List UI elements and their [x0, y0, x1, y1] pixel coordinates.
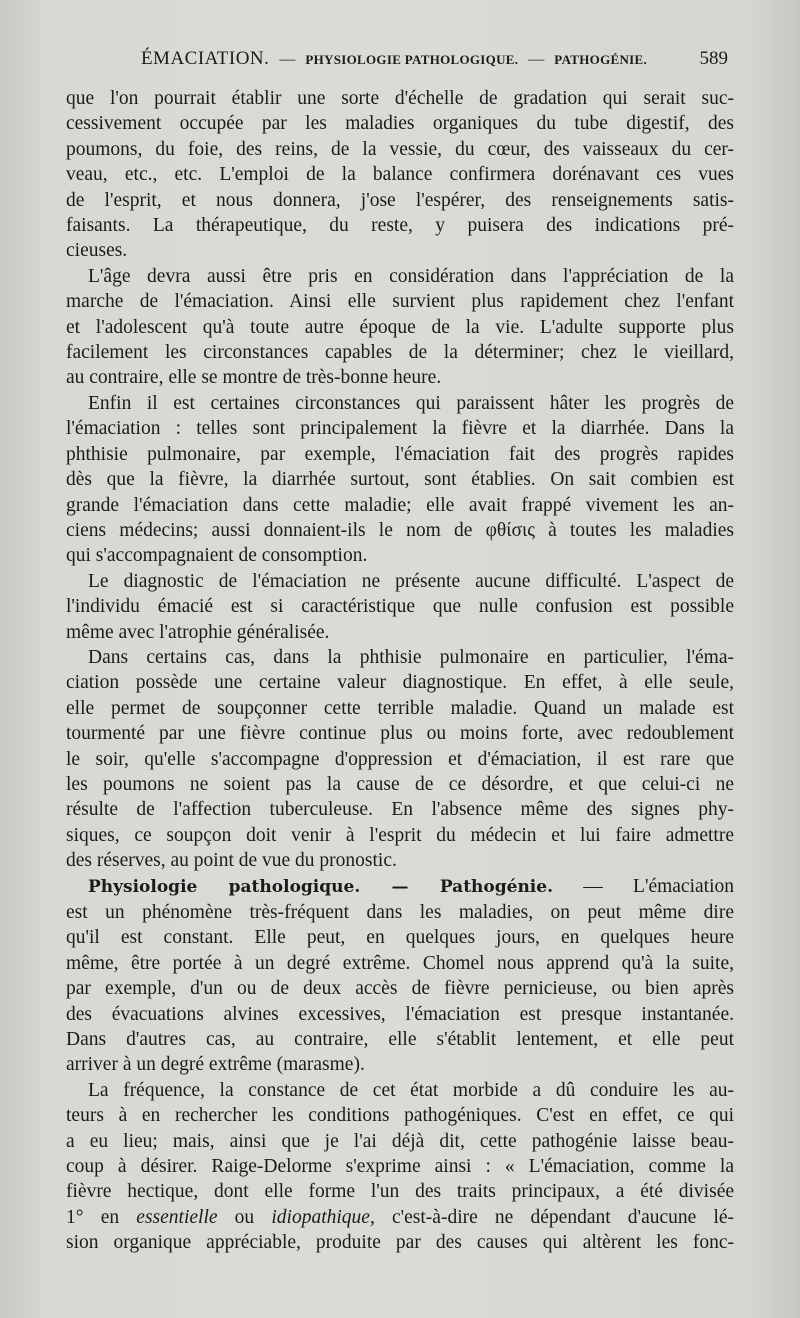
line-text: qu'il est constant. Elle peut, en quelques jours, en quelques heure — [66, 927, 734, 949]
text-line — [66, 391, 734, 416]
line-text: coup à désirer. Raige-Delorme s'exprime ainsi : « L'émaciation, comme la — [66, 1156, 734, 1178]
text-line — [66, 1205, 734, 1230]
text-line — [66, 1027, 734, 1052]
line-text: Enfin il est certaines circonstances qui paraissent hâter les progrès de — [88, 392, 734, 414]
line-text: que l'on pourrait établir une sorte d'échelle de gradation qui serait suc- — [66, 88, 734, 109]
line-text: 1° en — [66, 1206, 137, 1228]
text-line — [66, 747, 734, 772]
line-text: teurs à en rechercher les conditions pathogéniques. C'est en effet, ce qui — [66, 1105, 734, 1127]
line-text: l'émaciation : telles sont principalement la fièvre et la diarrhée. Dans la — [66, 418, 734, 440]
text-line — [66, 1052, 734, 1077]
text-line — [66, 493, 734, 518]
text-line — [66, 137, 734, 162]
text-line — [66, 874, 734, 900]
line-text: facilement les circonstances capables de la déterminer; chez le vieillard, — [66, 342, 734, 364]
line-text: résulte de l'affection tuberculeuse. En l'absence même des signes phy- — [66, 799, 734, 821]
line-text: dès que la fièvre, la diarrhée surtout, sont établies. On sait combien est — [66, 469, 734, 491]
line-text: phthisie pulmonaire, par exemple, l'émaciation fait des progrès rapides — [66, 443, 734, 465]
text-line — [66, 1103, 734, 1128]
text-line — [66, 772, 734, 797]
text-line — [66, 86, 734, 111]
line-text: même avec l'atrophie généralisée. — [66, 621, 330, 643]
text-line — [66, 111, 734, 136]
text-line — [66, 925, 734, 950]
line-text: marche de l'émaciation. Ainsi elle survient plus rapidement chez l'enfant — [66, 291, 734, 313]
text-line — [66, 569, 734, 594]
line-text: Dans d'autres cas, au contraire, elle s'établit lentement, et elle peut — [66, 1029, 734, 1051]
running-header — [60, 48, 728, 76]
italic-term: idiopathique — [271, 1206, 370, 1228]
header-dash-2: — — [528, 51, 545, 68]
line-text: au contraire, elle se montre de très-bonne heure. — [66, 367, 442, 389]
text-line — [66, 518, 734, 543]
text-line — [66, 620, 734, 645]
line-text: — L'émaciation — [553, 875, 734, 897]
line-text: La fréquence, la constance de cet état morbide a dû conduire les au- — [88, 1079, 734, 1101]
text-line — [66, 721, 734, 746]
line-text: faisants. La thérapeutique, du reste, y puisera des indications pré- — [66, 215, 734, 237]
line-text: L'âge devra aussi être pris en considération dans l'appréciation de la — [88, 265, 734, 287]
line-text: qui s'accompagnaient de consomption. — [66, 545, 368, 567]
line-text: même, être portée à un degré extrême. Chomel nous apprend qu'à la suite, — [66, 952, 734, 974]
line-text: l'individu émacié est si caractéristique que nulle confusion est possible — [66, 596, 734, 618]
text-line — [66, 1154, 734, 1179]
text-line — [66, 442, 734, 467]
text-line — [66, 848, 734, 873]
text-line — [66, 213, 734, 238]
text-line — [66, 365, 734, 390]
text-line — [66, 238, 734, 263]
line-text: ciens médecins; aussi donnaient-ils le nom de φθίσις à toutes les maladies — [66, 519, 734, 541]
line-text: tourmenté par une fièvre continue plus ou moins forte, avec redoublement — [66, 723, 734, 745]
line-text: est un phénomène très-fréquent dans les maladies, on peut même dire — [66, 902, 734, 923]
text-line — [66, 315, 734, 340]
text-line — [66, 1129, 734, 1154]
line-text: elle permet de soupçonner cette terrible maladie. Quand un malade est — [66, 697, 734, 719]
line-text: ciation possède une certaine valeur diagnostique. En effet, à elle seule, — [66, 672, 734, 694]
text-line — [66, 900, 734, 925]
text-line — [66, 543, 734, 568]
text-line — [66, 340, 734, 365]
text-line — [66, 594, 734, 619]
line-text: les poumons ne soient pas la cause de ce désordre, et que celui-ci ne — [66, 773, 734, 795]
header-section-2: PATHOGÉNIE. — [554, 52, 648, 67]
line-text: de l'esprit, et nous donnera, j'ose l'espérer, des renseignements satis- — [66, 189, 734, 211]
line-text: a eu lieu; mais, ainsi que je l'ai déjà dit, cette pathogénie laisse beau- — [66, 1130, 734, 1152]
header-section-1: PHYSIOLOGIE PATHOLOGIQUE. — [305, 52, 519, 67]
text-line — [66, 823, 734, 848]
header-dash-1: — — [279, 51, 296, 68]
text-line — [66, 645, 734, 670]
text-line — [66, 162, 734, 187]
text-line — [66, 467, 734, 492]
italic-term: essentielle — [136, 1206, 218, 1228]
line-text: grande l'émaciation dans cette maladie; elle avait frappé vivement les an- — [66, 494, 734, 516]
line-text: Le diagnostic de l'émaciation ne présente aucune difficulté. L'aspect de — [88, 570, 734, 592]
body-text — [66, 86, 734, 1256]
line-text: , c'est-à-dire ne dépendant d'aucune lé- — [369, 1206, 735, 1228]
text-line — [66, 1230, 734, 1255]
text-line — [66, 416, 734, 441]
text-line — [66, 951, 734, 976]
line-text: des évacuations alvines excessives, l'émaciation est presque instantanée. — [66, 1003, 734, 1025]
line-text: le soir, qu'elle s'accompagne d'oppression et d'émaciation, il est rare que — [66, 748, 734, 770]
text-line — [66, 188, 734, 213]
text-line — [66, 797, 734, 822]
line-text: et l'adolescent qu'à toute autre époque de la vie. L'adulte supporte plus — [66, 316, 734, 338]
text-line — [66, 1078, 734, 1103]
line-text: poumons, du foie, des reins, de la vessie, du cœur, des vaisseaux du cer- — [66, 138, 734, 160]
line-text: veau, etc., etc. L'emploi de la balance confirmera dorénavant ces vues — [66, 164, 734, 186]
line-text: Dans certains cas, dans la phthisie pulmonaire en particulier, l'éma- — [88, 646, 734, 668]
text-line — [66, 1179, 734, 1204]
line-text: par exemple, d'un ou de deux accès de fièvre pernicieuse, ou bien après — [66, 978, 734, 1000]
section-heading: Physiologie pathologique. — Pathogénie. — [88, 876, 553, 897]
text-line — [66, 976, 734, 1001]
line-text: sion organique appréciable, produite par des causes qui altèrent les fonc- — [66, 1232, 734, 1254]
text-line — [66, 696, 734, 721]
line-text: cieuses. — [66, 240, 128, 262]
text-line — [66, 264, 734, 289]
line-text: fièvre hectique, dont elle forme l'un des traits principaux, a été divisée — [66, 1181, 734, 1203]
text-line — [66, 670, 734, 695]
line-text: des réserves, au point de vue du pronostic. — [66, 850, 397, 872]
page-number: 589 — [699, 48, 728, 69]
line-text: cessivement occupée par les maladies organiques du tube digestif, des — [66, 113, 734, 135]
header-title: ÉMACIATION. — [140, 48, 270, 69]
text-line — [66, 289, 734, 314]
line-text: siques, ce soupçon doit venir à l'esprit du médecin et lui faire admettre — [66, 824, 734, 846]
text-line — [66, 1002, 734, 1027]
line-text: arriver à un degré extrême (marasme). — [66, 1054, 365, 1076]
line-text: ou — [217, 1206, 272, 1228]
